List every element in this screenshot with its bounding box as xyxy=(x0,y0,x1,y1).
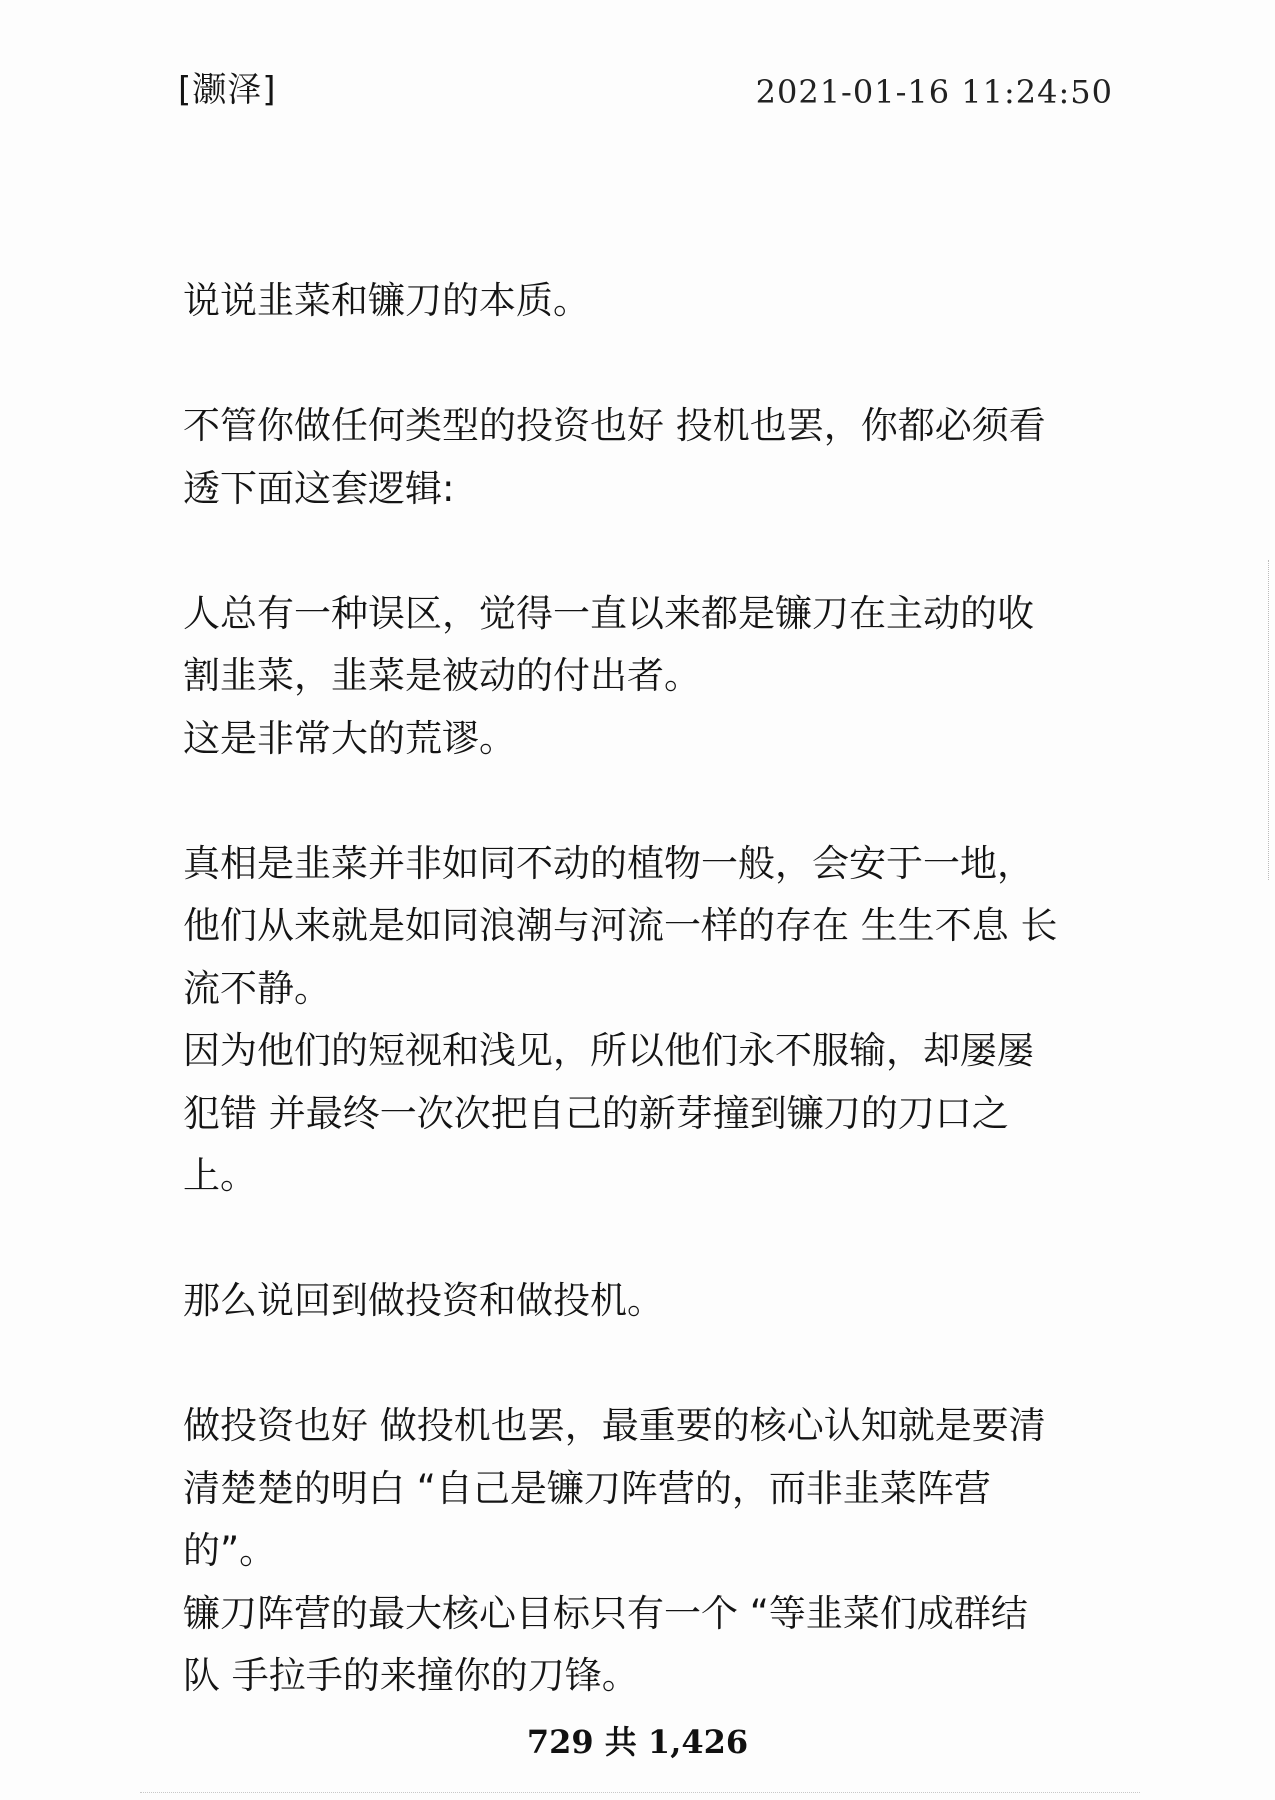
text-line: 队 手拉手的来撞你的刀锋。 xyxy=(183,1654,639,1697)
paragraph xyxy=(183,270,1123,333)
page-indicator: 729 共 1,426 xyxy=(526,1723,749,1761)
text-line: 割韭菜，韭菜是被动的付出者。 xyxy=(183,654,701,697)
author-name: [灏泽] xyxy=(178,70,277,110)
paragraph xyxy=(183,1270,1123,1333)
text-line: 流不静。 xyxy=(183,966,331,1010)
text-line: 镰刀阵营的最大核心目标只有一个 “等韭菜们成群结 xyxy=(183,1591,1028,1635)
paragraph xyxy=(183,1395,1123,1708)
post-body xyxy=(183,270,1123,1708)
post-timestamp: 2021-01-16 11:24:50 xyxy=(755,73,1113,111)
text-line: 这是非常大的荒谬。 xyxy=(183,716,516,760)
text-line: 那么说回到做投资和做投机。 xyxy=(183,1279,664,1322)
text-line: 说说韭菜和镰刀的本质。 xyxy=(183,279,590,322)
paragraph xyxy=(183,583,1123,771)
text-line: 透下面这套逻辑: xyxy=(183,466,455,510)
paragraph xyxy=(183,395,1123,520)
scan-edge-mark xyxy=(140,1792,1140,1796)
scan-edge-mark xyxy=(1268,560,1275,880)
text-line: 的”。 xyxy=(183,1529,277,1572)
text-line: 人总有一种误区，觉得一直以来都是镰刀在主动的收 xyxy=(183,591,1034,635)
text-line: 清楚楚的明白 “自己是镰刀阵营的，而非韭菜阵营 xyxy=(183,1466,991,1510)
text-line: 不管你做任何类型的投资也好 投机也罢，你都必须看 xyxy=(183,404,1046,447)
text-line: 做投资也好 做投机也罢，最重要的核心认知就是要清 xyxy=(183,1404,1046,1447)
paragraph xyxy=(183,833,1123,1208)
text-line: 他们从来就是如同浪潮与河流一样的存在 生生不息 长 xyxy=(183,904,1058,947)
text-line: 因为他们的短视和浅见，所以他们永不服输，却屡屡 xyxy=(183,1029,1034,1072)
text-line: 真相是韭菜并非如同不动的植物一般，会安于一地， xyxy=(183,841,1034,885)
text-line: 犯错 并最终一次次把自己的新芽撞到镰刀的刀口之 xyxy=(183,1091,1009,1135)
text-line: 上。 xyxy=(183,1154,257,1197)
